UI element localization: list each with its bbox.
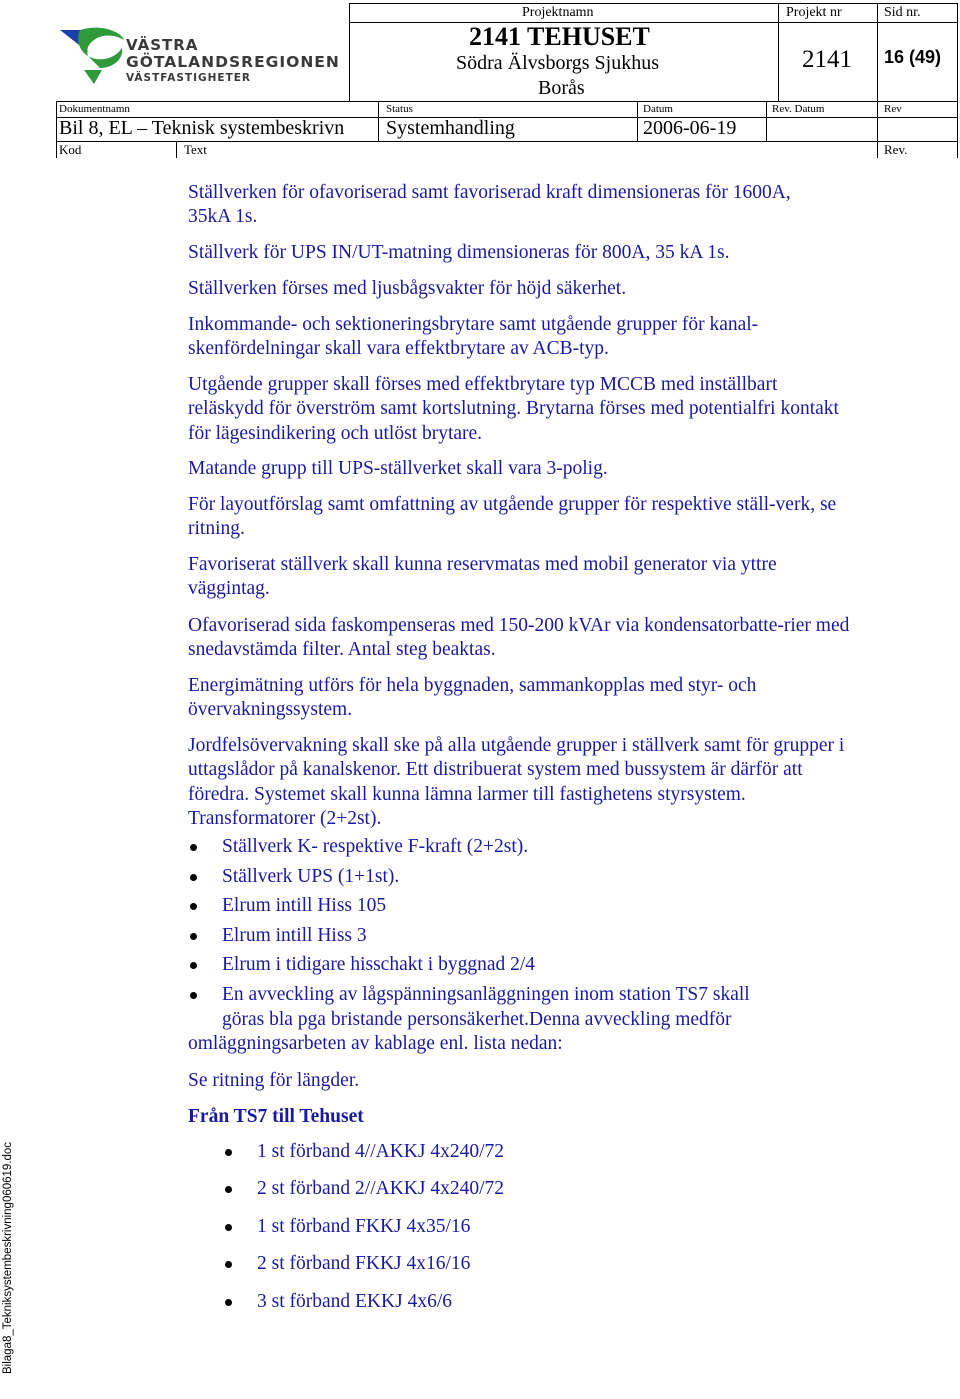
paragraph-generator-backup: Favoriserat ställverk skall kunna reservmatas med mobil generator via yttre väggintag. [188, 554, 777, 600]
list-item: 2 st förband 2//AKKJ 4x240/72 [257, 1178, 504, 1199]
sidebar-filename: Bilaga8_Tekniksystembeskrivning060619.doc [2, 1141, 14, 1374]
list-item: Ställverk UPS (1+1st). [222, 866, 400, 887]
bullet-icon [190, 844, 197, 851]
bullet-icon [190, 962, 197, 969]
dokumentnamn-value: Bil 8, EL – Teknisk systembeskrivn [59, 117, 345, 139]
paragraph-arc-guards: Ställverken förses med ljusbågsvakter för höjd säkerhet. [188, 278, 627, 299]
kod-label: Kod [59, 142, 82, 157]
paragraph-ups-switchgear: Ställverk för UPS IN/UT-matning dimensioneras för 800A, 35 kA 1s. [188, 242, 730, 263]
projektnr-value: 2141 [802, 46, 852, 73]
bullet-icon [190, 992, 197, 999]
bullet-icon [225, 1299, 232, 1306]
datum-label: Datum [643, 103, 673, 115]
paragraph-incoming-breakers: Inkommande- och sektioneringsbrytare samt utgående grupper för kanal-skenfördelningar skall vara effektbrytare av ACB-typ. [188, 314, 759, 360]
sidnr-label: Sid nr. [884, 5, 921, 20]
text-label: Text [184, 142, 207, 157]
status-value: Systemhandling [386, 117, 515, 139]
list-item: Elrum intill Hiss 105 [222, 895, 387, 916]
project-title: 2141 TEHUSET [469, 22, 650, 51]
list-item: Elrum i tidigare hisschakt i byggnad 2/4 [222, 954, 536, 975]
list-item: 1 st förband FKKJ 4x35/16 [257, 1216, 471, 1237]
revdatum-label: Rev. Datum [772, 103, 825, 115]
logo-line-3: VÄSTFASTIGHETER [126, 72, 251, 84]
projektnamn-label: Projektnamn [522, 5, 594, 20]
rev2-label: Rev. [884, 142, 908, 157]
bullet-icon [190, 874, 197, 881]
list-item-line-1: En avveckling av lågspänningsanläggningen inom station TS7 skall [222, 984, 750, 1005]
logo-line-1: VÄSTRA [126, 36, 199, 54]
bullet-icon [225, 1261, 232, 1268]
paragraph-outgoing-groups: Utgående grupper skall förses med effektbrytare typ MCCB med inställbart reläskydd för överström samt kortslutning. Brytarna förses med potentialfri kontakt för lägesindikering och utlöst brytare. [188, 374, 839, 444]
bullet-icon [225, 1186, 232, 1193]
list-item: Ställverk K- respektive F-kraft (2+2st). [222, 836, 529, 857]
paragraph-ups-feed: Matande grupp till UPS-ställverket skall vara 3-polig. [188, 458, 608, 479]
sidnr-value: 16 (49) [884, 47, 942, 67]
list-item-line-2: göras bla pga bristande personsäkerhet.Denna avveckling medför [222, 1009, 732, 1030]
projektnr-label: Projekt nr [786, 5, 842, 20]
paragraph-switchgear-dimensioning: Ställverken för ofavoriserad samt favoriserad kraft dimensioneras för 1600A, 35kA 1s. [188, 182, 791, 228]
section-heading-ts7: Från TS7 till Tehuset [188, 1106, 364, 1127]
list-item: 1 st förband 4//AKKJ 4x240/72 [257, 1141, 504, 1162]
project-subtitle: Södra Älvsborgs Sjukhus [456, 52, 659, 74]
paragraph-see-drawing: Se ritning för längder. [188, 1070, 360, 1091]
paragraph-energy-metering: Energimätning utförs för hela byggnaden, sammankopplas med styr- och övervakningssystem. [188, 675, 757, 721]
bullet-icon [190, 903, 197, 910]
paragraph-compensation: Ofavoriserad sida faskompenseras med 150-200 kVAr via kondensatorbatte-rier med snedavstämda filter. Antal steg beaktas. [188, 615, 850, 661]
bullet-icon [225, 1149, 232, 1156]
status-label: Status [386, 103, 413, 115]
list-item: 3 st förband EKKJ 4x6/6 [257, 1291, 452, 1312]
paragraph-layout-proposal: För layoutförslag samt omfattning av utgående grupper för respektive ställ-verk, se ritning. [188, 494, 837, 540]
dokumentnamn-label: Dokumentnamn [59, 103, 130, 115]
list-item: Elrum intill Hiss 3 [222, 925, 367, 946]
datum-value: 2006-06-19 [643, 117, 737, 139]
list-item: 2 st förband FKKJ 4x16/16 [257, 1253, 471, 1274]
project-location: Borås [538, 77, 585, 99]
paragraph-cable-rerouting: omläggningsarbeten av kablage enl. lista nedan: [188, 1033, 563, 1054]
logo-line-2: GÖTALANDSREGIONEN [126, 53, 340, 71]
bullet-icon [190, 933, 197, 940]
rev-label: Rev [884, 103, 902, 115]
paragraph-earth-fault: Jordfelsövervakning skall ske på alla utgående grupper i ställverk samt för grupper i uttagslådor på kanalskenor. Ett distribuerat system med bussystem är därför att föredra. Systemet skall kunna lämna larmer till fastighetens styrsystem. Transformatorer (2+2st). [188, 735, 845, 829]
bullet-icon [225, 1224, 232, 1231]
